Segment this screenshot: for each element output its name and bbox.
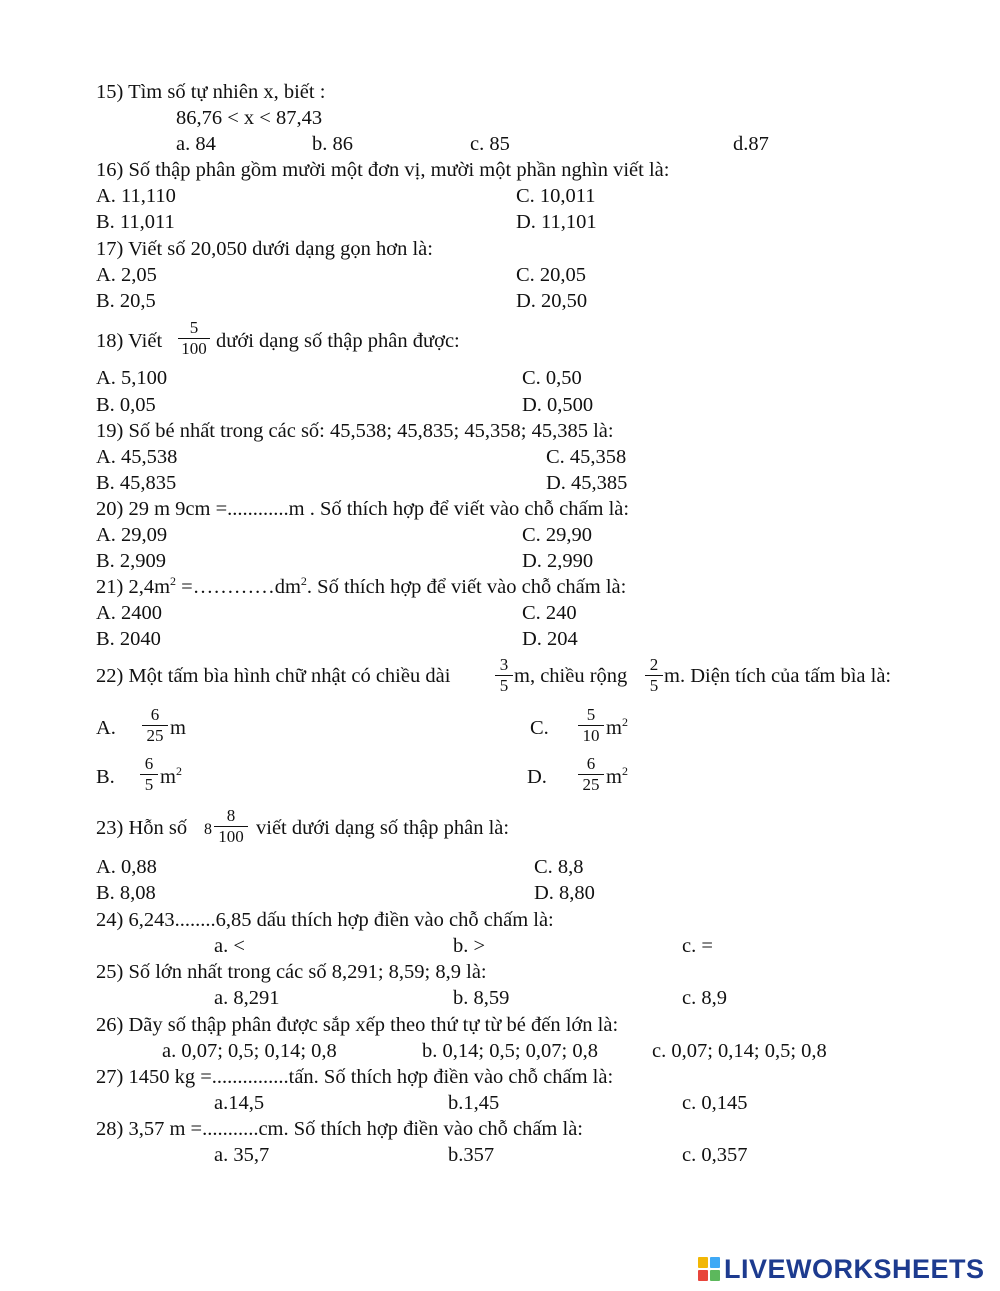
q22-suffix: m. Diện tích của tấm bìa là: (664, 665, 892, 687)
q24-option-c[interactable]: c. = (682, 935, 713, 957)
q24-option-b[interactable]: b. > (453, 935, 486, 957)
q23-prefix: 23) Hỗn số (96, 817, 188, 839)
q18-option-d[interactable]: D. 0,500 (522, 394, 594, 416)
q22-option-b-unit-text: m (160, 766, 176, 788)
q19-option-b[interactable]: B. 45,835 (96, 472, 177, 494)
q15-option-c[interactable]: c. 85 (470, 133, 510, 155)
q23-whole-part: 8 (204, 821, 212, 838)
q22-width-denominator: 5 (649, 676, 659, 695)
q21-title-part3: . Số thích hợp để viết vào chỗ chấm là: (306, 576, 627, 598)
q22-option-a-label[interactable]: A. (96, 717, 116, 739)
q22-option-a-denominator: 25 (146, 726, 164, 745)
q18-prefix: 18) Viết (96, 330, 163, 352)
q27-option-b[interactable]: b.1,45 (448, 1092, 500, 1114)
q25-option-a[interactable]: a. 8,291 (214, 987, 280, 1009)
q28-option-c[interactable]: c. 0,357 (682, 1144, 748, 1166)
q22-option-d-denominator: 25 (582, 775, 600, 794)
q23-fraction (214, 806, 248, 847)
q22-width-fraction (645, 655, 663, 696)
logo-tile-3 (698, 1270, 708, 1281)
q18-option-b[interactable]: B. 0,05 (96, 394, 156, 416)
q20-option-b[interactable]: B. 2,909 (96, 550, 167, 572)
q22-length-denominator: 5 (499, 676, 509, 695)
q22-length-numerator: 3 (495, 655, 513, 676)
q28-option-a[interactable]: a. 35,7 (214, 1144, 270, 1166)
q22-option-d-numerator: 6 (578, 754, 604, 775)
q22-option-b-unit (160, 765, 182, 789)
q18-option-c[interactable]: C. 0,50 (522, 367, 582, 389)
q21-option-a[interactable]: A. 2400 (96, 602, 163, 624)
q17-title: 17) Viết số 20,050 dưới dạng gọn hơn là: (96, 238, 433, 260)
q23-option-d[interactable]: D. 8,80 (534, 882, 595, 904)
q23-option-c[interactable]: C. 8,8 (534, 856, 584, 878)
q22-width-numerator: 2 (645, 655, 663, 676)
q19-option-d[interactable]: D. 45,385 (546, 472, 628, 494)
logo-tile-2 (710, 1257, 720, 1268)
q28-title: 28) 3,57 m =...........cm. Số thích hợp điền vào chỗ chấm là: (96, 1118, 583, 1140)
q21-option-d[interactable]: D. 204 (522, 628, 578, 650)
q18-option-a[interactable]: A. 5,100 (96, 367, 168, 389)
q15-option-a[interactable]: a. 84 (176, 133, 216, 155)
q22-option-a-unit: m (170, 717, 186, 739)
q26-title: 26) Dãy số thập phân được sắp xếp theo thứ tự từ bé đến lớn là: (96, 1014, 619, 1036)
q22-option-c-fraction[interactable] (578, 705, 604, 746)
liveworksheets-logo (698, 1254, 985, 1284)
q16-option-a[interactable]: A. 11,110 (96, 185, 176, 207)
q22-option-d-fraction[interactable] (578, 754, 604, 795)
q22-option-c-unit-text: m (606, 717, 622, 739)
q23-option-b[interactable]: B. 8,08 (96, 882, 156, 904)
q20-title: 20) 29 m 9cm =............m . Số thích hợp để viết vào chỗ chấm là: (96, 498, 630, 520)
q24-option-a[interactable]: a. < (214, 935, 245, 957)
q22-middle: m, chiều rộng (514, 665, 628, 687)
q16-option-b[interactable]: B. 11,011 (96, 211, 175, 233)
q25-title: 25) Số lớn nhất trong các số 8,291; 8,59; 8,9 là: (96, 961, 487, 983)
q22-option-c-label[interactable]: C. (530, 717, 549, 739)
logo-tile-4 (710, 1270, 720, 1281)
q22-option-c-numerator: 5 (578, 705, 604, 726)
q23-option-a[interactable]: A. 0,88 (96, 856, 157, 878)
q27-option-a[interactable]: a.14,5 (214, 1092, 265, 1114)
q22-option-b-denominator: 5 (144, 775, 154, 794)
q25-option-c[interactable]: c. 8,9 (682, 987, 727, 1009)
q16-title: 16) Số thập phân gồm mười một đơn vị, mười một phần nghìn viết là: (96, 159, 670, 181)
q21-option-b[interactable]: B. 2040 (96, 628, 161, 650)
q22-option-b-exponent: 2 (175, 764, 182, 779)
q17-option-d[interactable]: D. 20,50 (516, 290, 588, 312)
q21-superscript-1: 2 (170, 574, 177, 589)
q15-option-d[interactable]: d.87 (733, 133, 769, 155)
logo-tile-1 (698, 1257, 708, 1268)
q21-title-part2: =…………dm (176, 576, 301, 598)
q16-option-c[interactable]: C. 10,011 (516, 185, 596, 207)
q17-option-c[interactable]: C. 20,05 (516, 264, 587, 286)
q17-option-b[interactable]: B. 20,5 (96, 290, 156, 312)
q23-suffix: viết dưới dạng số thập phân là: (256, 817, 510, 839)
q22-option-c-denominator: 10 (582, 726, 600, 745)
q21-superscript-2: 2 (300, 574, 307, 589)
q22-option-c-unit (606, 716, 628, 740)
q20-option-a[interactable]: A. 29,09 (96, 524, 168, 546)
q15-option-b[interactable]: b. 86 (312, 133, 353, 155)
q22-length-fraction (495, 655, 513, 696)
q15-title: 15) Tìm số tự nhiên x, biết : (96, 81, 326, 103)
q22-option-a-fraction[interactable] (142, 705, 168, 746)
q21-option-c[interactable]: C. 240 (522, 602, 577, 624)
q22-option-c-exponent: 2 (621, 715, 628, 730)
q18-suffix: dưới dạng số thập phân được: (216, 330, 460, 352)
q23-fraction-denominator: 100 (218, 827, 244, 846)
q27-option-c[interactable]: c. 0,145 (682, 1092, 748, 1114)
q18-fraction (178, 318, 210, 359)
q22-option-d-label[interactable]: D. (527, 766, 547, 788)
liveworksheets-logo-text: LIVEWORKSHEETS (724, 1253, 985, 1284)
q20-option-d[interactable]: D. 2,990 (522, 550, 594, 572)
q16-option-d[interactable]: D. 11,101 (516, 211, 597, 233)
q19-option-c[interactable]: C. 45,358 (546, 446, 627, 468)
q28-option-b[interactable]: b.357 (448, 1144, 495, 1166)
q22-option-d-unit-text: m (606, 766, 622, 788)
q25-option-b[interactable]: b. 8,59 (453, 987, 510, 1009)
q20-option-c[interactable]: C. 29,90 (522, 524, 593, 546)
q19-option-a[interactable]: A. 45,538 (96, 446, 178, 468)
q26-option-c[interactable]: c. 0,07; 0,14; 0,5; 0,8 (652, 1040, 827, 1062)
q22-option-b-numerator: 6 (140, 754, 158, 775)
q22-option-b-fraction[interactable] (140, 754, 158, 795)
q27-title: 27) 1450 kg =...............tấn. Số thích hợp điền vào chỗ chấm là: (96, 1066, 614, 1088)
q18-fraction-numerator: 5 (178, 318, 210, 339)
liveworksheets-logo-icon (698, 1257, 720, 1281)
q21-title (96, 575, 626, 599)
q18-fraction-denominator: 100 (181, 339, 207, 358)
q23-fraction-numerator: 8 (214, 806, 248, 827)
q17-option-a[interactable]: A. 2,05 (96, 264, 157, 286)
q19-title: 19) Số bé nhất trong các số: 45,538; 45,835; 45,358; 45,385 là: (96, 420, 614, 442)
q22-option-a-numerator: 6 (142, 705, 168, 726)
q22-option-d-unit (606, 765, 628, 789)
q21-title-part1: 21) 2,4m (96, 576, 171, 598)
q26-option-b[interactable]: b. 0,14; 0,5; 0,07; 0,8 (422, 1040, 598, 1062)
q22-prefix: 22) Một tấm bìa hình chữ nhật có chiều dài (96, 665, 451, 687)
q22-option-d-exponent: 2 (621, 764, 628, 779)
q15-expression: 86,76 < x < 87,43 (176, 107, 323, 129)
q26-option-a[interactable]: a. 0,07; 0,5; 0,14; 0,8 (162, 1040, 337, 1062)
q24-title: 24) 6,243........6,85 dấu thích hợp điền vào chỗ chấm là: (96, 909, 554, 931)
q22-option-b-label[interactable]: B. (96, 766, 115, 788)
